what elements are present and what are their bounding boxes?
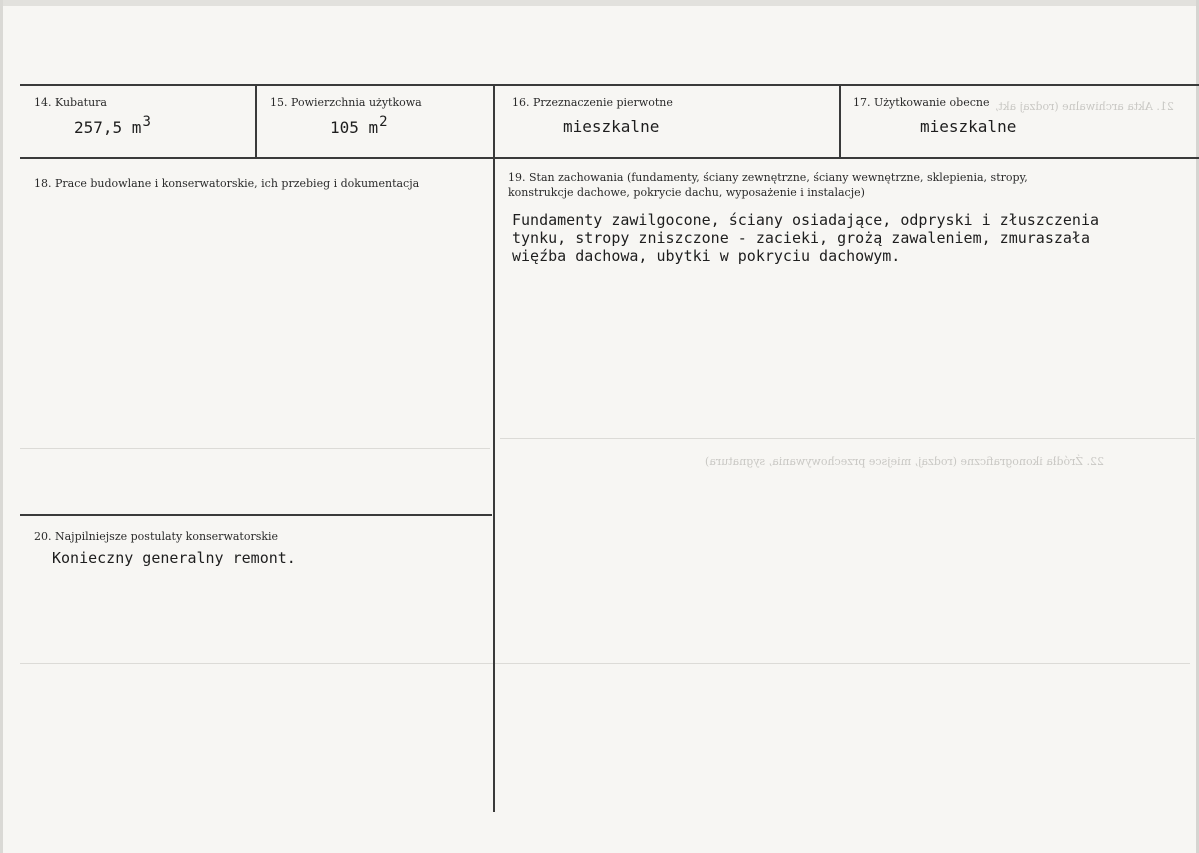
bleed-through-line bbox=[20, 663, 1190, 664]
field-label-stan-line1: 19. Stan zachowania (fundamenty, ściany zewnętrzne, ściany wewnętrzne, sklepienia, stropy, bbox=[508, 171, 1028, 184]
field-value-kubatura bbox=[74, 114, 151, 137]
kubatura-value: 257,5 m bbox=[74, 118, 142, 137]
field-value-stan-line3: więźba dachowa, ubytki w pokryciu dachowym. bbox=[512, 247, 901, 265]
powierzchnia-unit-exponent: 2 bbox=[379, 114, 388, 130]
scan-edge-left bbox=[0, 0, 3, 853]
field-value-uzytkowanie: mieszkalne bbox=[920, 117, 1017, 136]
bleed-through-text: 22. Źródła ikonograficzne (rodzaj, miejsce przechowywania, sygnatura) bbox=[705, 455, 1104, 468]
field-label-postulaty: 20. Najpilniejsze postulaty konserwatorskie bbox=[34, 530, 279, 543]
row-divider-left bbox=[20, 514, 492, 516]
field-label-stan-line2: konstrukcje dachowe, pokrycie dachu, wyposażenie i instalacje) bbox=[508, 186, 865, 199]
field-value-przeznaczenie: mieszkalne bbox=[563, 117, 660, 136]
field-label-powierzchnia: 15. Powierzchnia użytkowa bbox=[270, 96, 422, 109]
row-divider-top bbox=[20, 84, 1199, 86]
field-label-uzytkowanie: 17. Użytkowanie obecne bbox=[853, 96, 990, 109]
column-divider bbox=[255, 84, 257, 159]
column-divider bbox=[839, 84, 841, 159]
field-label-prace: 18. Prace budowlane i konserwatorskie, ich przebieg i dokumentacja bbox=[34, 177, 420, 190]
kubatura-unit-exponent: 3 bbox=[142, 114, 151, 130]
row-divider-middle bbox=[20, 157, 1199, 159]
field-value-postulaty: Konieczny generalny remont. bbox=[52, 549, 296, 567]
field-value-stan-line1: Fundamenty zawilgocone, ściany osiadające, odpryski i złuszczenia bbox=[512, 211, 1099, 229]
powierzchnia-value: 105 m bbox=[330, 118, 379, 137]
bleed-through-line bbox=[20, 448, 490, 449]
field-value-powierzchnia bbox=[330, 114, 388, 137]
field-value-stan-line2: tynku, stropy zniszczone - zacieki, grożą zawaleniem, zmuraszała bbox=[512, 229, 1090, 247]
scan-edge-top bbox=[0, 0, 1199, 6]
field-label-kubatura: 14. Kubatura bbox=[34, 96, 107, 109]
column-divider-main bbox=[493, 84, 495, 812]
bleed-through-line bbox=[500, 438, 1195, 439]
field-label-przeznaczenie: 16. Przeznaczenie pierwotne bbox=[512, 96, 673, 109]
bleed-through-text: 21. Akta archiwalne (rodzaj akt, bbox=[995, 100, 1174, 113]
